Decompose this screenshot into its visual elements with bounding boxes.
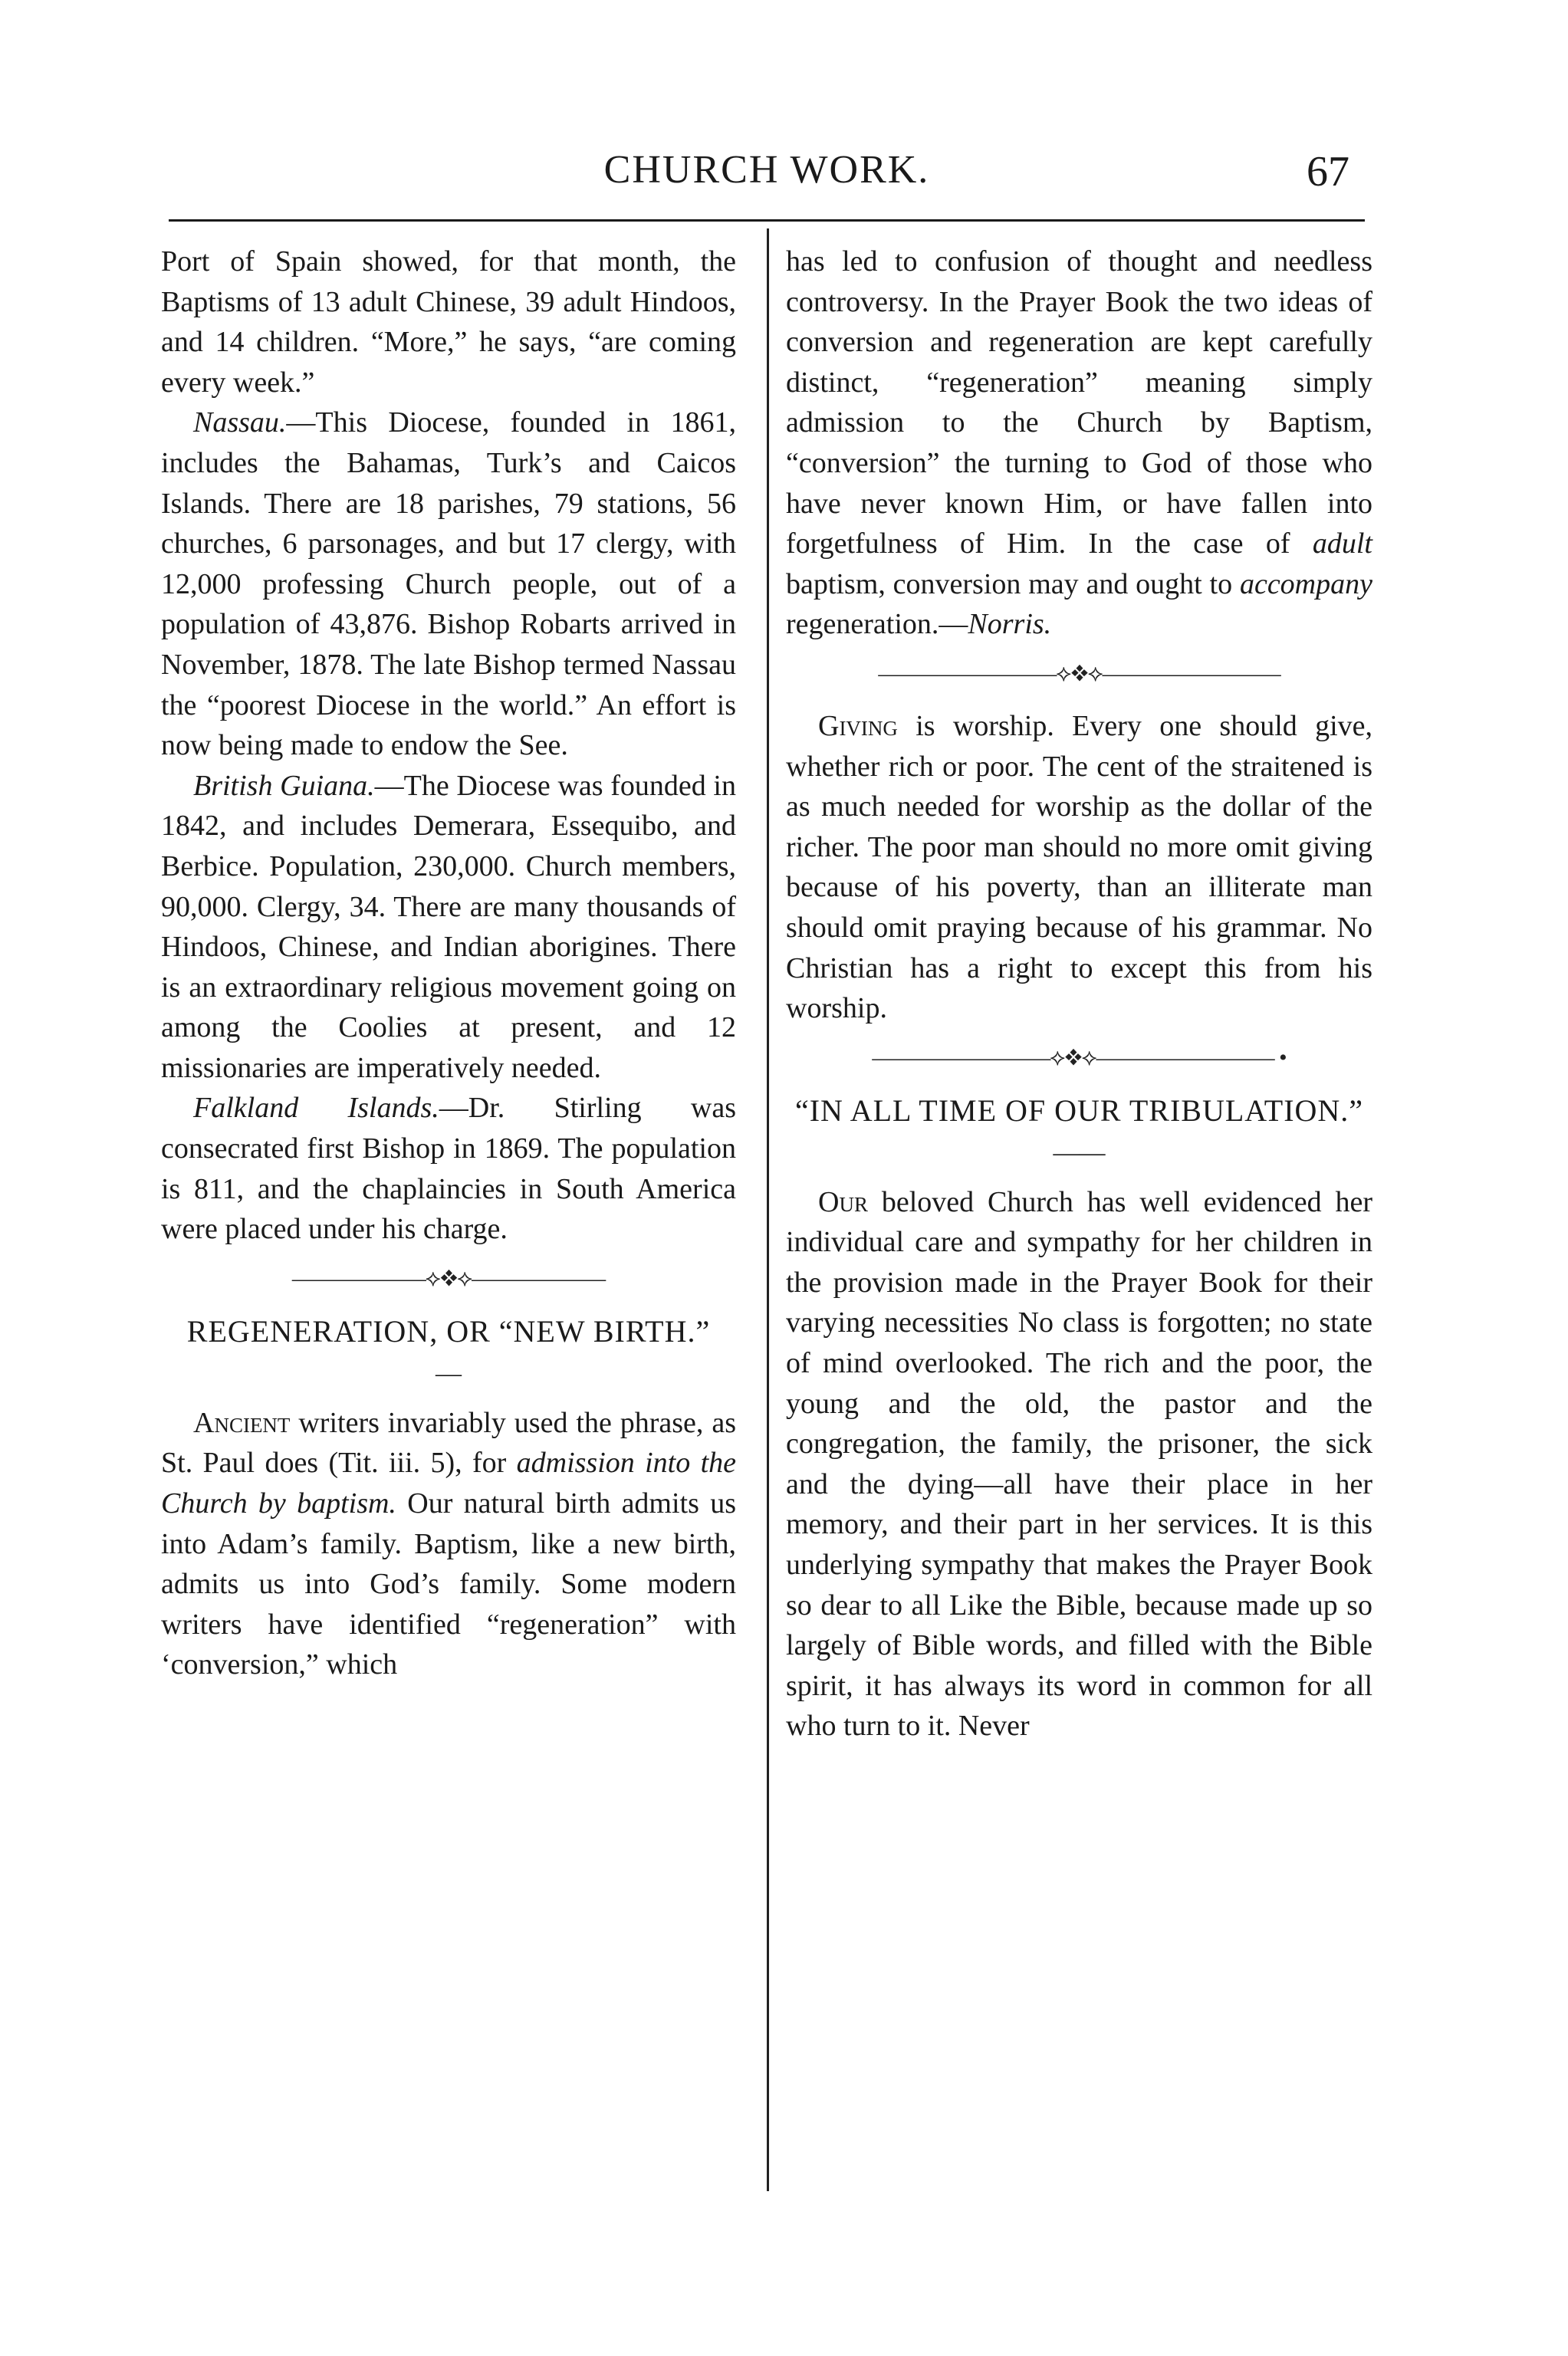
cont-text-2: baptism, conversion may and ought to	[786, 567, 1240, 600]
column-divider	[767, 228, 769, 2191]
regeneration-emphasis: admission into the Church by baptism.	[161, 1447, 736, 1520]
guiana-text: —The Diocese was founded in 1842, and includes Demerara, Essequibo, and Berbice. Population, 230,000. Church members, 90,000. Clergy, 34. There are many thousands of Hindoos, Chinese, and Indian aborigines. There is an extraordinary religious movement going on among the Coolies at present, and 12 missionaries are imperatively needed.	[161, 769, 736, 1084]
section-ornament: ————————⟡❖⟡———————— •	[872, 1044, 1287, 1070]
paragraph-falkland-islands	[161, 1088, 736, 1249]
regeneration-text-2: Our natural birth admits us into Adam’s family. Baptism, like a new birth, admits us into God’s family. Some modern writers have identified “regeneration” with ‘conversion,” which	[161, 1487, 736, 1681]
paragraph-port-of-spain: Port of Spain showed, for that month, the Baptisms of 13 adult Chinese, 39 adult Hindoos, and 14 children. “More,” he says, “are coming every week.”	[161, 245, 736, 399]
section-ornament: ————————⟡❖⟡————————	[878, 660, 1280, 686]
cont-emphasis-accompany: accompany	[1239, 567, 1372, 600]
cont-text-1: has led to confusion of thought and needless controversy. In the Prayer Book the two ideas of conversion and regeneration are kept carefully distinct, “regeneration” meaning simply admission to the Church by Baptism, “conversion” the turning to God of those who have never known Him, or have fallen into forgetfulness of Him. In the case of	[786, 245, 1372, 560]
paragraph-nassau	[161, 403, 736, 765]
heading-dash: ——	[1053, 1138, 1106, 1167]
heading-tribulation: “IN ALL TIME OF OUR TRIBULATION.”	[794, 1093, 1364, 1128]
nassau-title: Nassau.	[193, 406, 287, 439]
page-number: 67	[1307, 148, 1349, 196]
regeneration-text-1: writers invariably used the phrase, as St. Paul does (Tit. iii. 5), for	[161, 1406, 736, 1480]
paragraph-tribulation	[786, 1182, 1372, 1746]
page-header	[169, 147, 1365, 209]
cont-emphasis-adult: adult	[1312, 527, 1372, 560]
heading-dash: —	[436, 1359, 462, 1388]
giving-text: is worship. Every one should give, whether rich or poor. The cent of the straitened is as much needed for worship as the dollar of the richer. The poor man should no more omit giving because of his poverty, than an illiterate man should omit praying because of his grammar. No Christian has a right to except this from his worship.	[786, 709, 1372, 1025]
paragraph-british-guiana	[161, 766, 736, 1089]
falkland-text: —Dr. Stirling was consecrated first Bishop in 1869. The population is 811, and the chaplaincies in South America were placed under his charge.	[161, 1092, 736, 1246]
paragraph-regeneration-continued	[786, 242, 1372, 645]
header-rule	[169, 219, 1365, 222]
left-column	[161, 242, 736, 1685]
right-column	[786, 242, 1372, 1746]
giving-lead: Giving	[818, 709, 898, 742]
nassau-text: —This Diocese, founded in 1861, includes the Bahamas, Turk’s and Caicos Islands. There are 18 parishes, 79 stations, 56 churches, 6 parsonages, and but 17 clergy, with 12,000 professing Church people, out of a population of 43,876. Bishop Robarts arrived in November, 1878. The late Bishop termed Nassau the “poorest Diocese in the world.” An effort is now being made to endow the See.	[161, 406, 736, 762]
heading-regeneration: REGENERATION, OR “NEW BIRTH.”	[186, 1313, 711, 1349]
falkland-title: Falkland Islands.	[193, 1092, 439, 1125]
paragraph-giving	[786, 706, 1372, 1029]
paragraph-regeneration	[161, 1403, 736, 1685]
section-ornament: ——————⟡❖⟡——————	[291, 1265, 606, 1291]
cont-text-3: regeneration.—	[786, 608, 968, 641]
running-title: CHURCH WORK.	[603, 148, 930, 192]
regeneration-lead: Ancient	[193, 1406, 291, 1439]
tribulation-lead: Our	[818, 1185, 868, 1218]
guiana-title: British Guiana.	[193, 769, 375, 802]
cont-author: Norris.	[968, 608, 1052, 641]
tribulation-text: beloved Church has well evidenced her individual care and sympathy for her children in the provision made in the Prayer Book for their varying necessities No class is forgotten; no state of mind overlooked. The rich and the poor, the young and the old, the pastor and the congregation, the family, the prisoner, the sick and the dying—all have their place in her memory, and their part in her services. It is this underlying sympathy that makes the Prayer Book so dear to all Like the Bible, because made up so largely of Bible words, and filled with the Bible spirit, it has always its word in common for all who turn to it. Never	[786, 1185, 1372, 1743]
